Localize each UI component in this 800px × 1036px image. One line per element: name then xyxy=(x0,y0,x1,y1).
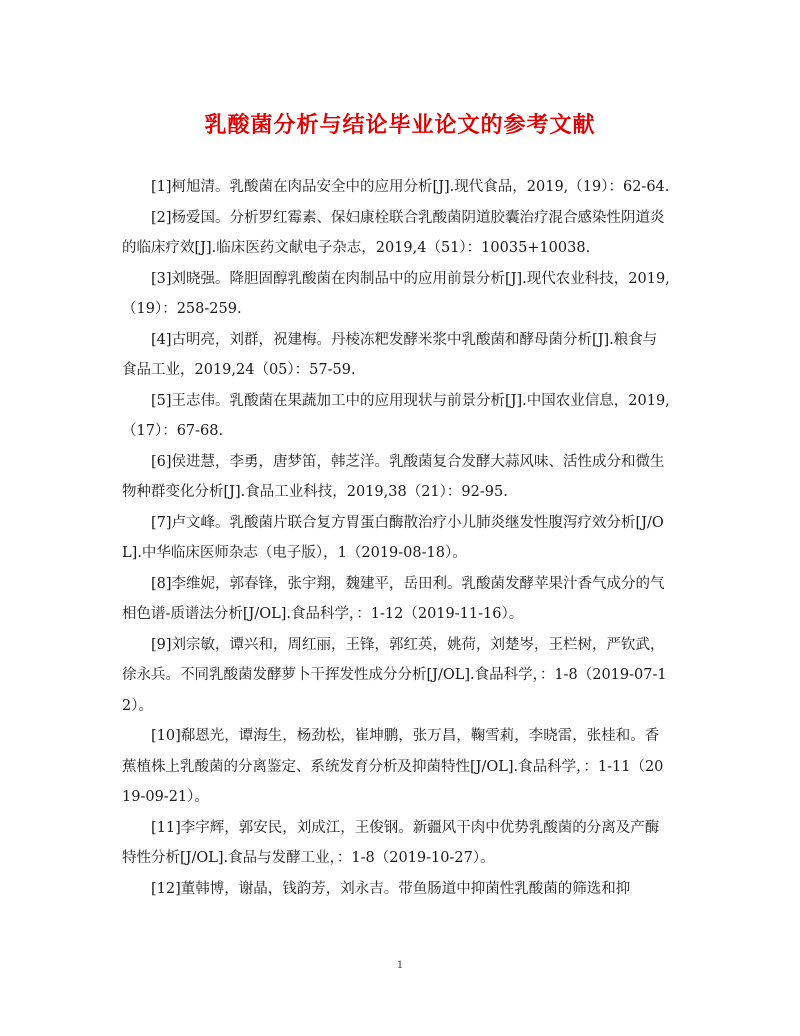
reference-item: [3]刘晓强。降胆固醇乳酸菌在肉制品中的应用前景分析[J].现代农业科技，2019,（19）：258-259. xyxy=(122,270,670,317)
reference-item: [4]古明亮，刘群，祝建梅。丹棱冻粑发酵米浆中乳酸菌和酵母菌分析[J].粮食与食品工业，2019,24（05）：57-59. xyxy=(122,331,658,378)
reference-item: [10]郗恩光，谭海生，杨劲松，崔坤鹏，张万昌，鞠雪莉，李晓雷，张桂和。香蕉植株上乳酸菌的分离鉴定、系统发育分析及抑菌特性[J/OL].食品科学，：1-11（2019-09-21）。 xyxy=(122,728,664,805)
reference-item: [12]董韩博，谢晶，钱韵芳，刘永吉。带鱼肠道中抑菌性乳酸菌的筛选和抑 xyxy=(151,880,631,897)
reference-item: [7]卢文峰。乳酸菌片联合复方胃蛋白酶散治疗小儿肺炎继发性腹泻疗效分析[J/OL].中华临床医师杂志（电子版），1（2019-08-18）。 xyxy=(122,514,664,561)
reference-item: [5]王志伟。乳酸菌在果蔬加工中的应用现状与前景分析[J].中国农业信息，2019,（17）：67-68. xyxy=(122,392,670,439)
reference-item: [8]李维妮，郭春锋，张宇翔，魏建平，岳田利。乳酸菌发酵苹果汁香气成分的气相色谱-质谱法分析[J/OL].食品科学，：1-12（2019-11-16）。 xyxy=(122,575,665,622)
reference-item: [1]柯旭清。乳酸菌在肉品安全中的应用分析[J].现代食品，2019,（19）：62-64. xyxy=(151,179,670,195)
reference-item: [2]杨爱国。分析罗红霉素、保妇康栓联合乳酸菌阴道胶囊治疗混合感染性阴道炎的临床疗效[J].临床医药文献电子杂志，2019,4（51）：10035+10038. xyxy=(122,209,665,256)
reference-item: [11]李宇辉，郭安民，刘成江，王俊钢。新疆风干肉中优势乳酸菌的分离及产酶特性分析[J/OL].食品与发酵工业，：1-8（2019-10-27）。 xyxy=(122,819,660,866)
reference-item: [9]刘宗敏，谭兴和，周红丽，王锋，郭红英，姚荷，刘楚岑，王栏树，严钦武，徐永兵。不同乳酸菌发酵萝卜干挥发性成分分析[J/OL].食品科学，：1-8（2019-07-12）。 xyxy=(122,636,667,714)
reference-list xyxy=(122,172,670,904)
reference-item: [6]侯进慧，李勇，唐梦笛，韩芝洋。乳酸菌复合发酵大蒜风味、活性成分和微生物种群变化分析[J].食品工业科技，2019,38（21）：92-95. xyxy=(122,453,665,500)
page-number: 1 xyxy=(396,960,404,971)
document-title: 乳酸菌分析与结论毕业论文的参考文献 xyxy=(204,112,596,138)
